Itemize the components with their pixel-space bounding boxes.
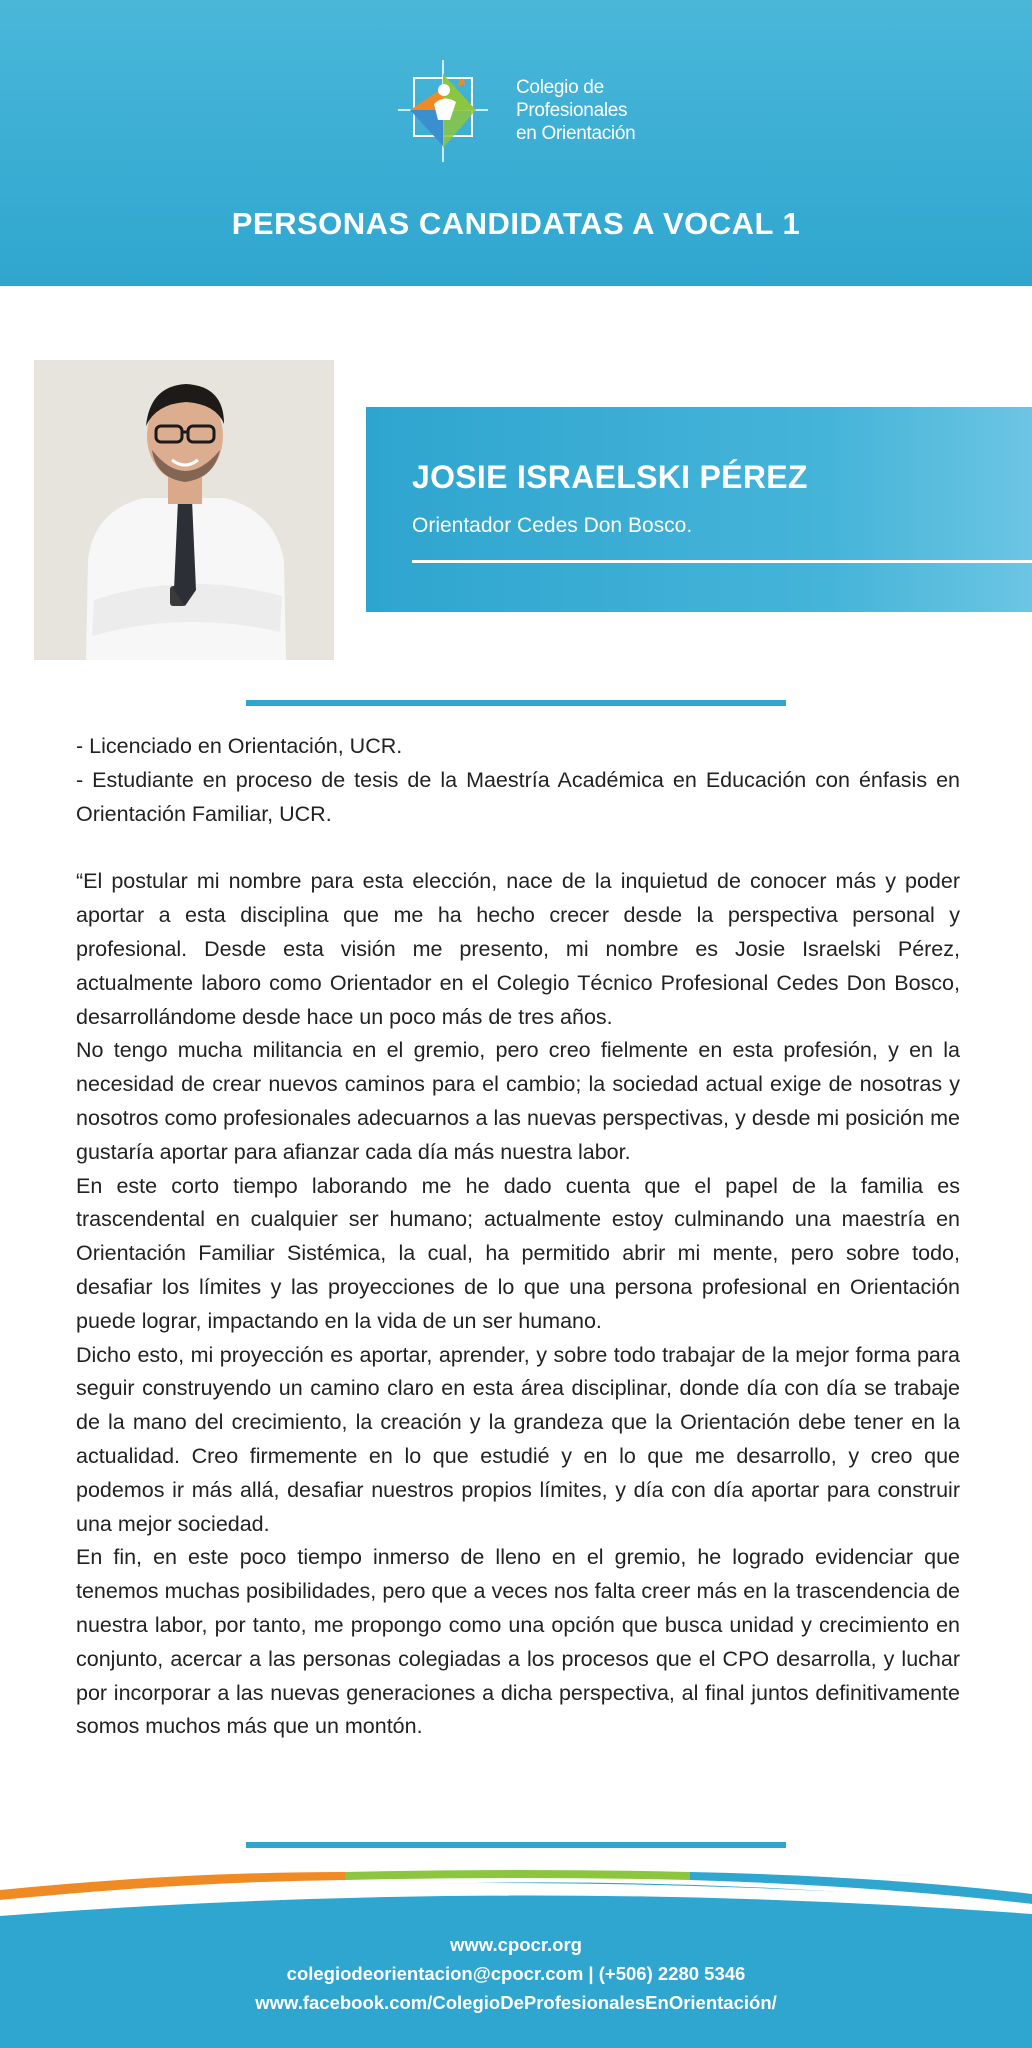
cpo-logo-mark-icon xyxy=(398,60,488,162)
footer-contact xyxy=(0,1930,1032,2017)
paragraph-gap xyxy=(76,831,960,865)
header-banner xyxy=(0,0,1032,286)
credential-line: - Licenciado en Orientación, UCR. xyxy=(76,734,403,758)
candidate-profile-text xyxy=(76,730,960,1744)
logo-line: en Orientación xyxy=(516,123,636,144)
statement-paragraph: En fin, en este poco tiempo inmerso de lleno en el gremio, he logrado evidenciar que tenemos muchas posibilidades, pero que a veces nos falta creer más en la trascendencia de nuestra labor, por tanto, me propongo como una opción que busca unidad y crecimiento en conjunto, acercar a las personas colegiadas a los procesos que el CPO desarrolla, y luchar por incorporar a las nuevas generaciones a dicha perspectiva, al final juntos definitivamente somos muchos más que un montón. xyxy=(76,1545,960,1739)
statement-paragraph: “El postular mi nombre para esta elección, nace de la inquietud de conocer más y poder aportar a esta disciplina que me ha hecho crecer desde la perspectiva personal y profesional. Desde esta visión me presento, mi nombre es Josie Israelski Pérez, actualmente laboro como Orientador en el Colegio Técnico Profesional Cedes Don Bosco, desarrollándome desde hace un poco más de tres años. xyxy=(76,869,960,1029)
candidate-role: Orientador Cedes Don Bosco. xyxy=(412,514,693,537)
statement-paragraph: Dicho esto, mi proyección es aportar, aprender, y sobre todo trabajar de la mejor forma para seguir construyendo un camino claro en esta área disciplinar, donde día con día se trabaje de la mano del crecimiento, la creación y la grandeza que la Orientación debe tener en la actualidad. Creo firmemente en lo que estudié y en lo que me desarrollo, y creo que podemos ir más allá, desafiar nuestros propios límites, y día con día aportar para construir una mejor sociedad. xyxy=(76,1342,960,1536)
website-link[interactable]: www.cpocr.org xyxy=(450,1934,582,1955)
candidate-name-panel xyxy=(366,407,1032,612)
statement-paragraph: En este corto tiempo laborando me he dado cuenta que el papel de la familia es trascendental en cualquier ser humano; actualmente estoy culminando una maestría en Orientación Familiar Sistémica, la cual, ha permitido abrir mi mente, pero sobre todo, desafiar los límites y las proyecciones de lo que una persona profesional en Orientación puede lograr, impactando en la vida de un ser humano. xyxy=(76,1173,960,1333)
page-title: PERSONAS CANDIDATAS A VOCAL 1 xyxy=(231,206,801,241)
statement-paragraph: No tengo mucha militancia en el gremio, pero creo fielmente en esta profesión, y en la necesidad de crear nuevos caminos para el cambio; la sociedad actual exige de nosotras y nosotros como profesionales adecuarnos a las nuevas perspectivas, y desde mi posición me gustaría aportar para afianzar cada día más nuestra labor. xyxy=(76,1038,960,1164)
bottom-divider xyxy=(246,1842,786,1848)
candidate-name: JOSIE ISRAELSKI PÉREZ xyxy=(412,459,808,495)
credential-line: - Estudiante en proceso de tesis de la Maestría Académica en Educación con énfasis en Orientación Familiar, UCR. xyxy=(76,767,960,826)
candidate-portrait-icon xyxy=(34,360,334,660)
name-underline xyxy=(412,560,1032,563)
candidate-photo xyxy=(34,360,334,660)
logo-text xyxy=(516,76,635,145)
cpo-logo xyxy=(398,60,638,162)
logo-line: Colegio de xyxy=(516,77,604,98)
top-divider xyxy=(246,700,786,706)
email-phone-line[interactable]: colegiodeorientacion@cpocr.com | (+506) 2280 5346 xyxy=(286,1963,746,1984)
facebook-link[interactable]: www.facebook.com/ColegioDeProfesionalesEnOrientación/ xyxy=(255,1992,777,2013)
logo-line: Profesionales xyxy=(516,100,628,121)
